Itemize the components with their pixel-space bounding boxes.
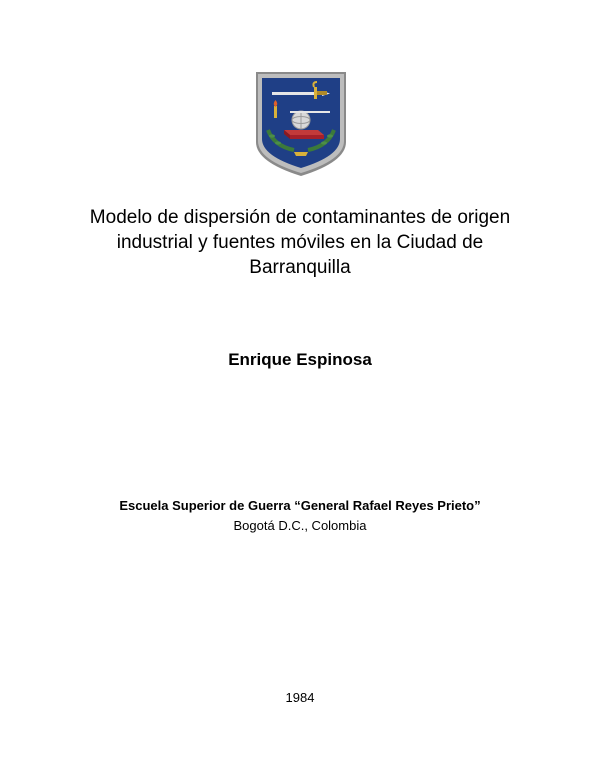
title-line: Modelo de dispersión de contaminantes de origen (89, 207, 511, 228)
institution-name: Escuela Superior de Guerra “General Rafael Reyes Prieto” (119, 498, 481, 513)
escudo-crest-icon (254, 70, 348, 178)
title-line: industrial y fuentes móviles en la Ciudad de (116, 232, 484, 253)
document-title (60, 205, 540, 280)
author-name: Enrique Espinosa (228, 350, 372, 369)
crest-emblem (254, 70, 348, 178)
publication-year: 1984 (285, 690, 315, 705)
title-line: Barranquilla (249, 257, 351, 278)
location-text: Bogotá D.C., Colombia (233, 518, 367, 533)
